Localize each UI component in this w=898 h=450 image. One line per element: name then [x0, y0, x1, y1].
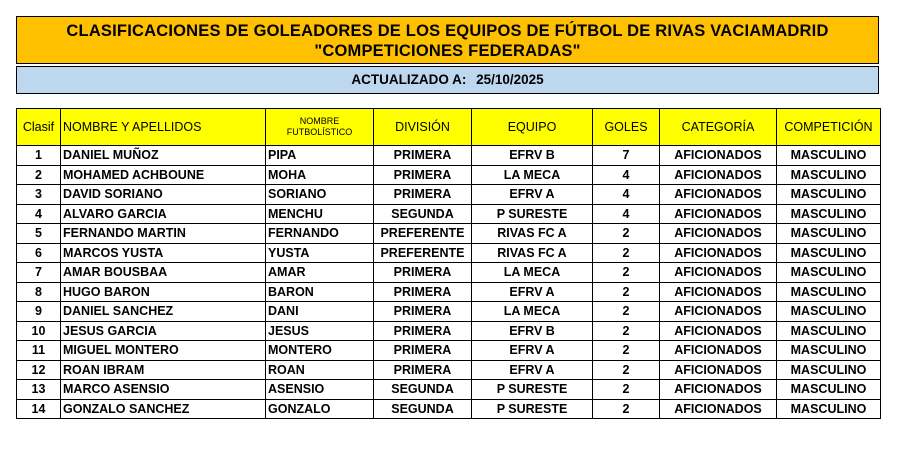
- cell-nickname: ROAN: [266, 360, 374, 380]
- cell-category: AFICIONADOS: [660, 399, 777, 419]
- cell-division: PRIMERA: [374, 165, 472, 185]
- cell-rank: 6: [17, 243, 61, 263]
- update-date: 25/10/2025: [476, 72, 544, 87]
- cell-team: EFRV B: [472, 146, 593, 166]
- cell-team: EFRV A: [472, 341, 593, 361]
- cell-name: DAVID SORIANO: [61, 185, 266, 205]
- cell-team: EFRV A: [472, 185, 593, 205]
- cell-division: PRIMERA: [374, 302, 472, 322]
- cell-division: PRIMERA: [374, 341, 472, 361]
- cell-team: EFRV A: [472, 282, 593, 302]
- cell-team: EFRV B: [472, 321, 593, 341]
- cell-competition: MASCULINO: [777, 185, 881, 205]
- cell-division: PRIMERA: [374, 360, 472, 380]
- cell-name: MARCOS YUSTA: [61, 243, 266, 263]
- cell-name: ALVARO GARCIA: [61, 204, 266, 224]
- cell-rank: 3: [17, 185, 61, 205]
- cell-name: MARCO ASENSIO: [61, 380, 266, 400]
- cell-rank: 11: [17, 341, 61, 361]
- page-subtitle: "COMPETICIONES FEDERADAS": [314, 42, 581, 60]
- table-row: [17, 282, 881, 302]
- cell-competition: MASCULINO: [777, 243, 881, 263]
- cell-goals: 4: [593, 204, 660, 224]
- cell-nickname: BARON: [266, 282, 374, 302]
- table-row: [17, 263, 881, 283]
- cell-goals: 2: [593, 341, 660, 361]
- cell-goals: 2: [593, 380, 660, 400]
- cell-team: P SURESTE: [472, 399, 593, 419]
- cell-competition: MASCULINO: [777, 165, 881, 185]
- cell-goals: 2: [593, 224, 660, 244]
- cell-team: P SURESTE: [472, 380, 593, 400]
- cell-category: AFICIONADOS: [660, 360, 777, 380]
- cell-goals: 2: [593, 399, 660, 419]
- cell-name: GONZALO SANCHEZ: [61, 399, 266, 419]
- header-nickname: NOMBRE FUTBOLÍSTICO: [266, 109, 374, 146]
- cell-team: P SURESTE: [472, 204, 593, 224]
- cell-rank: 14: [17, 399, 61, 419]
- cell-category: AFICIONADOS: [660, 380, 777, 400]
- cell-category: AFICIONADOS: [660, 321, 777, 341]
- table-header-row: [17, 109, 881, 146]
- cell-rank: 13: [17, 380, 61, 400]
- cell-team: EFRV A: [472, 360, 593, 380]
- cell-category: AFICIONADOS: [660, 341, 777, 361]
- cell-nickname: DANI: [266, 302, 374, 322]
- cell-competition: MASCULINO: [777, 282, 881, 302]
- cell-rank: 4: [17, 204, 61, 224]
- cell-rank: 12: [17, 360, 61, 380]
- cell-category: AFICIONADOS: [660, 224, 777, 244]
- cell-rank: 1: [17, 146, 61, 166]
- cell-nickname: JESUS: [266, 321, 374, 341]
- header-competition: COMPETICIÓN: [777, 109, 881, 146]
- cell-goals: 4: [593, 185, 660, 205]
- cell-category: AFICIONADOS: [660, 165, 777, 185]
- cell-nickname: YUSTA: [266, 243, 374, 263]
- cell-category: AFICIONADOS: [660, 185, 777, 205]
- table-row: [17, 146, 881, 166]
- cell-competition: MASCULINO: [777, 146, 881, 166]
- cell-rank: 2: [17, 165, 61, 185]
- cell-category: AFICIONADOS: [660, 204, 777, 224]
- header-division: DIVISIÓN: [374, 109, 472, 146]
- table-row: [17, 399, 881, 419]
- cell-nickname: FERNANDO: [266, 224, 374, 244]
- cell-rank: 9: [17, 302, 61, 322]
- cell-category: AFICIONADOS: [660, 282, 777, 302]
- cell-name: ROAN IBRAM: [61, 360, 266, 380]
- cell-name: MIGUEL MONTERO: [61, 341, 266, 361]
- cell-category: AFICIONADOS: [660, 302, 777, 322]
- table-row: [17, 165, 881, 185]
- cell-nickname: GONZALO: [266, 399, 374, 419]
- table-row: [17, 224, 881, 244]
- cell-rank: 7: [17, 263, 61, 283]
- cell-competition: MASCULINO: [777, 341, 881, 361]
- cell-nickname: PIPA: [266, 146, 374, 166]
- cell-team: RIVAS FC A: [472, 224, 593, 244]
- cell-competition: MASCULINO: [777, 360, 881, 380]
- cell-nickname: AMAR: [266, 263, 374, 283]
- cell-competition: MASCULINO: [777, 224, 881, 244]
- table-row: [17, 243, 881, 263]
- cell-name: HUGO BARON: [61, 282, 266, 302]
- cell-division: PRIMERA: [374, 146, 472, 166]
- cell-name: AMAR BOUSBAA: [61, 263, 266, 283]
- cell-nickname: SORIANO: [266, 185, 374, 205]
- cell-competition: MASCULINO: [777, 380, 881, 400]
- cell-name: MOHAMED ACHBOUNE: [61, 165, 266, 185]
- cell-competition: MASCULINO: [777, 302, 881, 322]
- cell-name: DANIEL SANCHEZ: [61, 302, 266, 322]
- cell-nickname: ASENSIO: [266, 380, 374, 400]
- cell-goals: 2: [593, 360, 660, 380]
- cell-division: SEGUNDA: [374, 380, 472, 400]
- table-row: [17, 380, 881, 400]
- cell-name: DANIEL MUÑOZ: [61, 146, 266, 166]
- cell-division: SEGUNDA: [374, 204, 472, 224]
- cell-goals: 7: [593, 146, 660, 166]
- cell-nickname: MOHA: [266, 165, 374, 185]
- table-row: [17, 360, 881, 380]
- cell-competition: MASCULINO: [777, 204, 881, 224]
- cell-goals: 4: [593, 165, 660, 185]
- cell-rank: 5: [17, 224, 61, 244]
- page-title-banner: [16, 16, 879, 64]
- table-row: [17, 204, 881, 224]
- table-row: [17, 341, 881, 361]
- cell-competition: MASCULINO: [777, 263, 881, 283]
- cell-division: PRIMERA: [374, 282, 472, 302]
- update-banner: [16, 66, 879, 94]
- header-team: EQUIPO: [472, 109, 593, 146]
- cell-team: RIVAS FC A: [472, 243, 593, 263]
- cell-competition: MASCULINO: [777, 321, 881, 341]
- cell-division: PREFERENTE: [374, 224, 472, 244]
- cell-goals: 2: [593, 321, 660, 341]
- cell-division: PRIMERA: [374, 185, 472, 205]
- header-category: CATEGORÍA: [660, 109, 777, 146]
- cell-category: AFICIONADOS: [660, 146, 777, 166]
- cell-name: JESUS GARCIA: [61, 321, 266, 341]
- scorers-table: [16, 108, 881, 419]
- cell-division: PREFERENTE: [374, 243, 472, 263]
- cell-division: SEGUNDA: [374, 399, 472, 419]
- cell-name: FERNANDO MARTIN: [61, 224, 266, 244]
- table-row: [17, 185, 881, 205]
- header-name: NOMBRE Y APELLIDOS: [61, 109, 266, 146]
- cell-category: AFICIONADOS: [660, 243, 777, 263]
- cell-goals: 2: [593, 263, 660, 283]
- cell-competition: MASCULINO: [777, 399, 881, 419]
- update-label: ACTUALIZADO A:: [351, 72, 467, 87]
- cell-goals: 2: [593, 282, 660, 302]
- cell-team: LA MECA: [472, 302, 593, 322]
- table-row: [17, 302, 881, 322]
- cell-division: PRIMERA: [374, 263, 472, 283]
- cell-rank: 8: [17, 282, 61, 302]
- cell-nickname: MONTERO: [266, 341, 374, 361]
- cell-nickname: MENCHU: [266, 204, 374, 224]
- header-goals: GOLES: [593, 109, 660, 146]
- table-row: [17, 321, 881, 341]
- cell-team: LA MECA: [472, 263, 593, 283]
- cell-team: LA MECA: [472, 165, 593, 185]
- cell-goals: 2: [593, 302, 660, 322]
- page-title: CLASIFICACIONES DE GOLEADORES DE LOS EQUIPOS DE FÚTBOL DE RIVAS VACIAMADRID: [66, 22, 829, 40]
- header-rank: Clasif: [17, 109, 61, 146]
- cell-goals: 2: [593, 243, 660, 263]
- cell-division: PRIMERA: [374, 321, 472, 341]
- cell-rank: 10: [17, 321, 61, 341]
- cell-category: AFICIONADOS: [660, 263, 777, 283]
